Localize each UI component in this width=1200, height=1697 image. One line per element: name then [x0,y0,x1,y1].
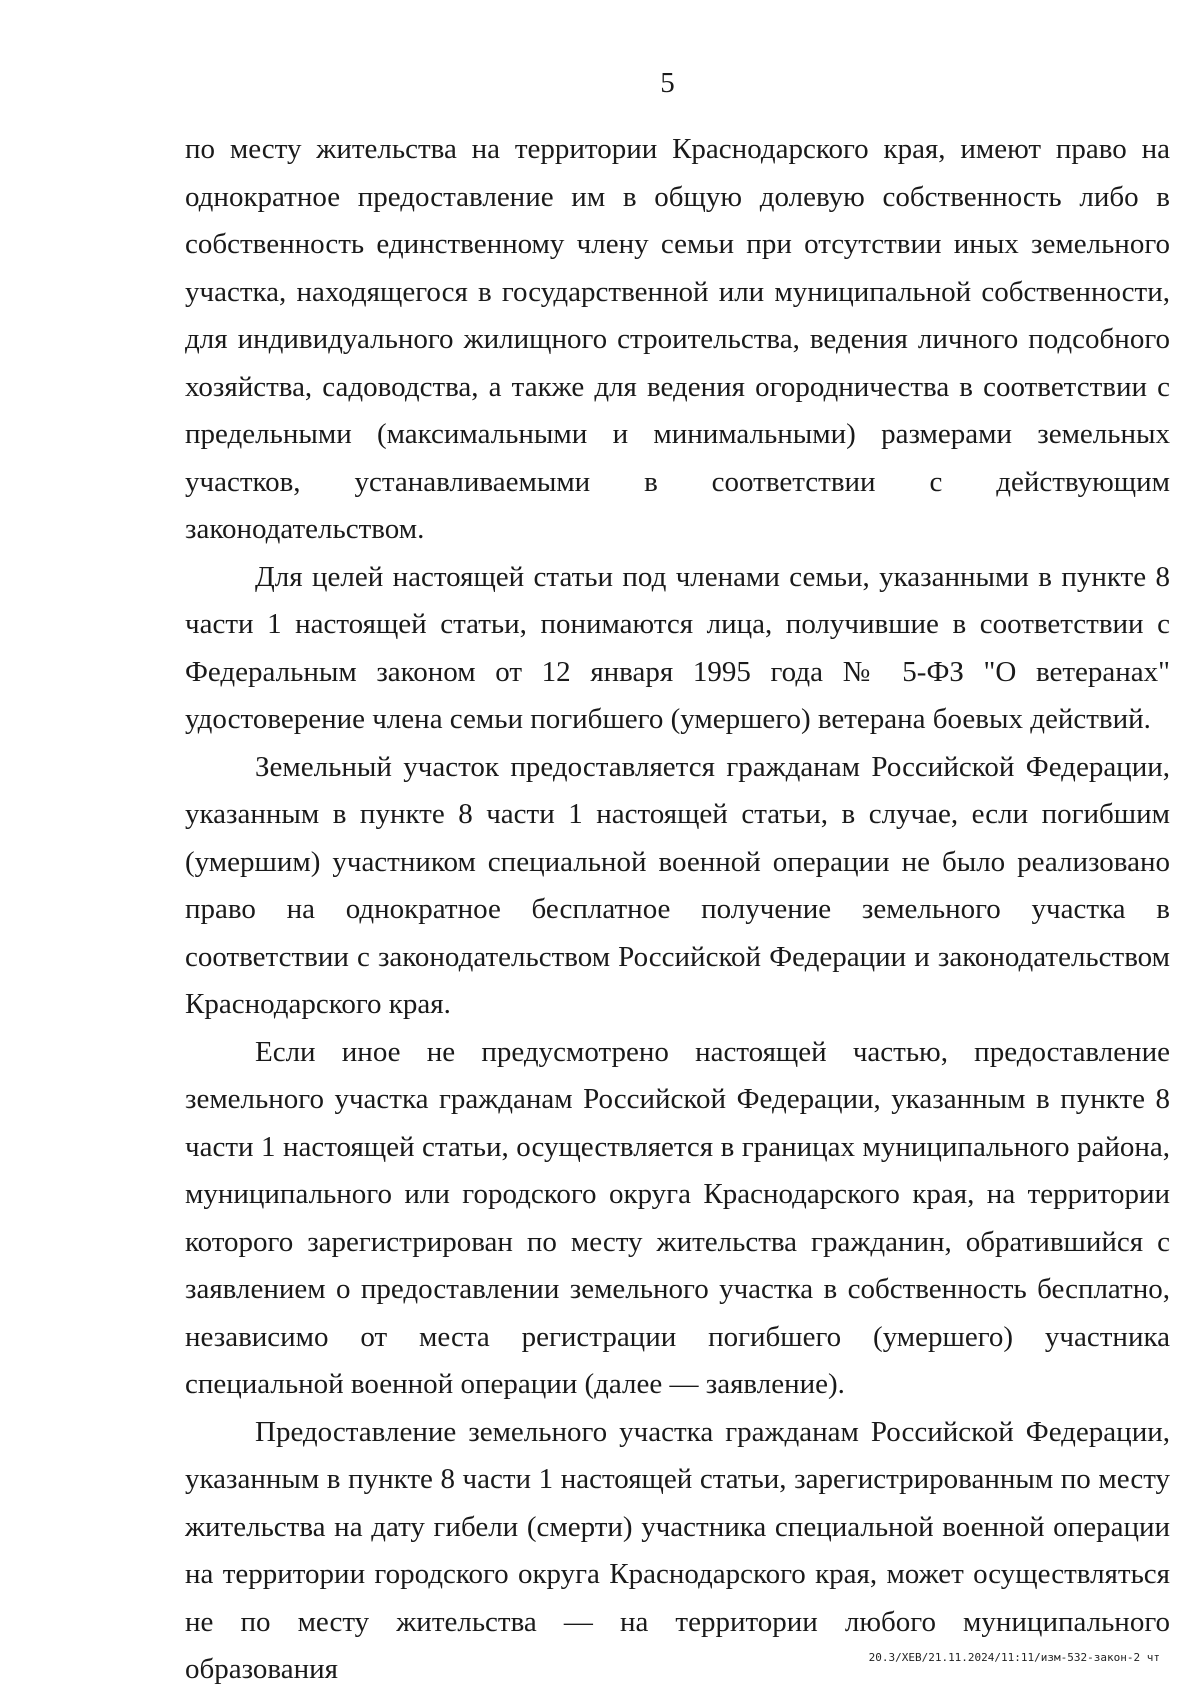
paragraph-family-definition: Для целей настоящей статьи под членами семьи, указанными в пункте 8 части 1 настоящей статьи, понимаются лица, получившие в соответствии с Федеральным законом от 12 января 1995 года № 5-ФЗ "О ветеранах" удостоверение члена семьи погибшего (умершего) ветерана боевых действий. [185,560,1170,735]
document-body [185,126,1170,1694]
paragraph-continuation: по месту жительства на территории Краснодарского края, имеют право на однократное предоставление им в общую долевую собственность либо в собственность единственному члену семьи при отсутствии иных земельного участка, находящегося в государственной или муниципальной собственности, для индивидуального жилищного строительства, ведения личного подсобного хозяйства, садоводства, а также для ведения огородничества в соответствии с предельными (максимальными и минимальными) размерами земельных участков, устанавливаемыми в соответствии с действующим законодательством. [185,133,1170,545]
paragraph-land-provision-condition: Земельный участок предоставляется гражданам Российской Федерации, указанным в пункте 8 части 1 настоящей статьи, в случае, если погибшим (умершим) участником специальной военной операции не было реализовано право на однократное бесплатное получение земельного участка в соответствии с законодательством Российской Федерации и законодательством Краснодарского края. [185,750,1170,1020]
paragraph-land-provision-location: Если иное не предусмотрено настоящей частью, предоставление земельного участка гражданам Российской Федерации, указанным в пункте 8 части 1 настоящей статьи, осуществляется в границах муниципального района, муниципального или городского округа Краснодарского края, на территории которого зарегистрирован по месту жительства гражданин, обратившийся с заявлением о предоставлении земельного участка в собственность бесплатно, независимо от места регистрации погибшего (умершего) участника специальной военной операции (далее — заявление). [185,1035,1170,1400]
document-footer-code: 20.3/ХЕВ/21.11.2024/11:11/изм-532-закон-2 чт [868,1651,1160,1664]
paragraph-land-provision-alternative: Предоставление земельного участка гражданам Российской Федерации, указанным в пункте 8 части 1 настоящей статьи, зарегистрированным по месту жительства на дату гибели (смерти) участника специальной военной операции на территории городского округа Краснодарского края, может осуществляться не по месту жительства — на территории любого муниципального образования [185,1415,1170,1685]
page-number: 5 [660,67,675,99]
